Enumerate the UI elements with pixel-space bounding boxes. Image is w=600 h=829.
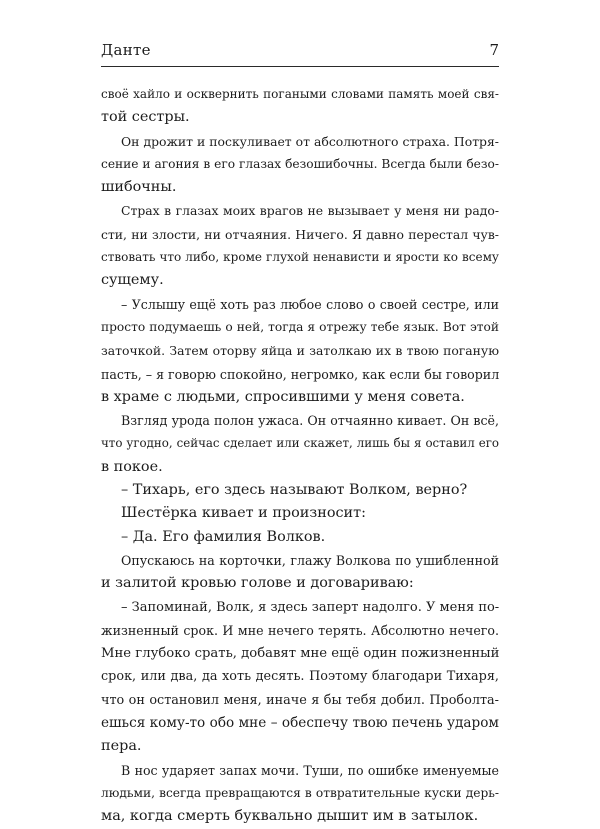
text-line: Взгляд урода полон ужаса. Он отчаянно кивает. Он всё,: [121, 413, 499, 429]
text-line: сти, ни злости, ни отчаяния. Ничего. Я давно перестал чув-: [101, 226, 499, 242]
text-line: – Да. Его фамилия Волков.: [121, 528, 326, 545]
text-line: пера.: [101, 738, 142, 755]
text-line: шибочны.: [101, 179, 177, 196]
text-line: что угодно, сейчас сделает или скажет, лишь бы я оставил его: [101, 436, 499, 451]
page-number: 7: [489, 41, 499, 59]
text-line: Страх в глазах моих врагов не вызывает у меня ни радо-: [121, 203, 499, 219]
text-line: своё хайло и осквернить погаными словами память моей свя-: [101, 87, 499, 101]
text-line: ма, когда смерть буквально дышит им в затылок.: [101, 808, 479, 825]
text-line: в покое.: [101, 458, 163, 475]
text-line: Опускаюсь на корточки, глажу Волкова по ушибленной: [121, 552, 499, 568]
text-line: ешься кому-то обо мне – обеспечу твою печень ударом: [101, 715, 499, 732]
body-text: [101, 83, 499, 829]
text-line: В нос ударяет запах мочи. Туши, по ошибке именуемые: [121, 762, 499, 778]
text-line: заточкой. Затем оторву яйца и затолкаю их в твою поганую: [101, 343, 499, 359]
text-line: просто подумаешь о ней, тогда я отрежу тебе язык. Вот этой: [101, 319, 499, 334]
running-header: [101, 41, 499, 65]
text-line: – Тихарь, его здесь называют Волком, верно?: [121, 482, 468, 499]
text-line: сение и агония в его глазах безошибочны. Всегда были безо-: [101, 156, 499, 171]
text-line: срок, или два, да хоть десять. Поэтому благодари Тихаря,: [101, 669, 499, 685]
text-line: что он остановил меня, иначе я бы тебя добил. Проболта-: [101, 692, 499, 708]
text-line: сущему.: [101, 272, 164, 289]
text-line: жизненный срок. И мне нечего терять. Абсолютно нечего.: [101, 622, 499, 638]
text-line: той сестры.: [101, 109, 190, 126]
text-line: пасть, – я говорю спокойно, негромко, как если бы говорил: [101, 366, 500, 382]
text-line: Он дрожит и поскуливает от абсолютного страха. Потря-: [121, 133, 499, 149]
text-line: и залитой кровью голове и договариваю:: [101, 575, 414, 592]
text-line: Мне глубоко срать, добавят мне ещё один пожизненный: [101, 646, 500, 662]
text-line: – Услышу ещё хоть раз любое слово о своей сестре, или: [121, 296, 499, 312]
header-rule: [101, 66, 499, 67]
text-line: ствовать что либо, кроме глухой ненависти и ярости ко всему: [101, 250, 499, 265]
text-line: Шестёрка кивает и произносит:: [121, 505, 366, 522]
text-line: – Запоминай, Волк, я здесь заперт надолго. У меня по-: [121, 599, 500, 615]
text-line: людьми, всегда превращаются в отвратительные куски дерь-: [101, 785, 499, 800]
text-line: в храме с людьми, спросившими у меня совета.: [101, 388, 465, 405]
chapter-title: Данте: [101, 41, 151, 59]
